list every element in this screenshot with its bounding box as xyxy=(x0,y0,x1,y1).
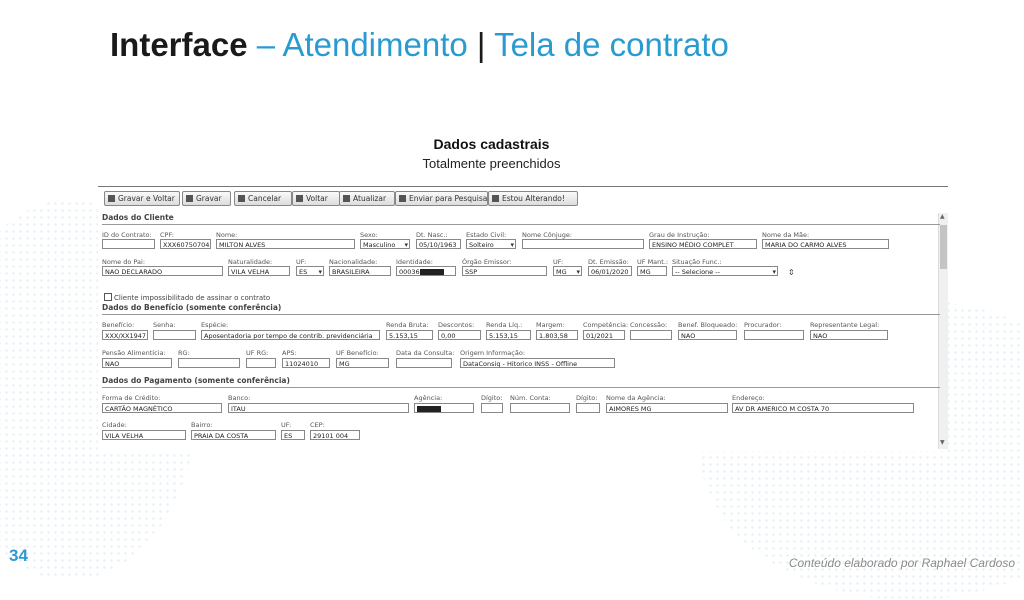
section-dados-pagamento: Dados do Pagamento (somente conferência) xyxy=(102,376,940,388)
benef-bloqueado-field[interactable]: NAO xyxy=(678,330,737,340)
endereco-field[interactable]: AV DR AMERICO M COSTA 70 xyxy=(732,403,914,413)
renda-bruta-field[interactable]: 5.153,15 xyxy=(386,330,433,340)
num-conta-field[interactable] xyxy=(510,403,570,413)
rg-field[interactable] xyxy=(178,358,240,368)
representante-field[interactable]: NAO xyxy=(810,330,888,340)
dt-nasc-field[interactable]: 05/10/1963 xyxy=(416,239,461,249)
renda-liq-field[interactable]: 5.153,15 xyxy=(486,330,531,340)
contract-form-screenshot xyxy=(98,183,948,451)
pensao-field[interactable]: NAO xyxy=(102,358,172,368)
nome-pai-label: Nome do Pai: xyxy=(102,258,146,266)
uf-rg-label: UF RG: xyxy=(246,349,269,357)
title-bold: Interface xyxy=(110,26,248,63)
section-dados-beneficio: Dados do Benefício (somente conferência) xyxy=(102,303,940,315)
orgao-emissor-label: Órgão Emissor: xyxy=(462,258,512,266)
dt-emissao-label: Dt. Emissão: xyxy=(588,258,629,266)
senha-field[interactable] xyxy=(153,330,196,340)
enviar-pesquisa-label: Enviar para Pesquisa xyxy=(409,194,488,203)
atualizar-label: Atualizar xyxy=(353,194,387,203)
impossibilitado-label: Cliente impossibilitado de assinar o contrato xyxy=(114,294,271,302)
estou-alterando-button[interactable] xyxy=(488,191,578,206)
redaction-mask xyxy=(420,269,444,275)
dt-nasc-label: Dt. Nasc.: xyxy=(416,231,448,239)
digito-label: Dígito: xyxy=(481,394,503,402)
page-number: 34 xyxy=(9,546,28,565)
voltar-label: Voltar xyxy=(306,194,328,203)
atualizar-button[interactable] xyxy=(339,191,395,206)
uf-pag-field[interactable]: ES xyxy=(281,430,305,440)
renda-bruta-label: Renda Bruta: xyxy=(386,321,429,329)
nome-conjuge-field[interactable] xyxy=(522,239,644,249)
scroll-up-icon[interactable]: ▲ xyxy=(940,213,945,220)
id-contrato-field[interactable] xyxy=(102,239,155,249)
edit-icon xyxy=(492,195,499,202)
sexo-select[interactable]: Masculino ▾ xyxy=(360,239,410,249)
gravar-button[interactable] xyxy=(182,191,231,206)
cpf-field[interactable]: XXX60750704 xyxy=(160,239,211,249)
uf-beneficio-field[interactable]: MG xyxy=(336,358,389,368)
cancel-icon xyxy=(238,195,245,202)
forma-credito-label: Forma de Crédito: xyxy=(102,394,161,402)
cep-field[interactable]: 29101 004 xyxy=(310,430,360,440)
cancelar-label: Cancelar xyxy=(248,194,282,203)
nome-mae-label: Nome da Mãe: xyxy=(762,231,810,239)
rg-label: RG: xyxy=(178,349,190,357)
grau-instrucao-label: Grau de Instrução: xyxy=(649,231,710,239)
representante-label: Representante Legal: xyxy=(810,321,880,329)
estou-alterando-label: Estou Alterando! xyxy=(502,194,565,203)
origem-field[interactable]: DataConsig - Hitorico INSS - Offline xyxy=(460,358,615,368)
gravar-voltar-label: Gravar e Voltar xyxy=(118,194,175,203)
nome-conjuge-label: Nome Cônjuge: xyxy=(522,231,573,239)
estado-civil-label: Estado Civil: xyxy=(466,231,507,239)
uf2-label: UF: xyxy=(553,258,564,266)
nome-label: Nome: xyxy=(216,231,238,239)
impossibilitado-checkbox[interactable] xyxy=(104,293,270,302)
especie-label: Espécie: xyxy=(201,321,229,329)
renda-liq-label: Renda Líq.: xyxy=(486,321,523,329)
nome-agencia-field[interactable]: AIMORES MG xyxy=(606,403,728,413)
refresh-icon xyxy=(343,195,350,202)
dt-emissao-field[interactable]: 06/01/2020 xyxy=(588,266,632,276)
orgao-emissor-field[interactable]: SSP xyxy=(462,266,547,276)
concessao-field[interactable] xyxy=(630,330,672,340)
origem-label: Origem Informação: xyxy=(460,349,526,357)
agencia-field[interactable] xyxy=(414,403,474,413)
uf-label: UF: xyxy=(296,258,307,266)
nacionalidade-label: Nacionalidade: xyxy=(329,258,378,266)
benef-bloqueado-label: Benef. Bloqueado: xyxy=(678,321,738,329)
section-dados-cliente: Dados do Cliente xyxy=(102,213,940,225)
competencia-label: Competência: xyxy=(583,321,629,329)
digito-field[interactable] xyxy=(481,403,503,413)
situacao-func-label: Situação Func.: xyxy=(672,258,722,266)
concessao-label: Concessão: xyxy=(630,321,668,329)
identidade-label: Identidade: xyxy=(396,258,433,266)
estado-civil-select[interactable]: Solteiro ▾ xyxy=(466,239,516,249)
uf-rg-field[interactable] xyxy=(246,358,276,368)
forma-credito-field[interactable]: CARTÃO MAGNÉTICO xyxy=(102,403,222,413)
nome-pai-field[interactable]: NAO DECLARADO xyxy=(102,266,223,276)
procurador-field[interactable] xyxy=(744,330,804,340)
nacionalidade-field[interactable]: BRASILEIRA xyxy=(329,266,391,276)
banco-label: Banco: xyxy=(228,394,251,402)
sexo-label: Sexo: xyxy=(360,231,378,239)
cep-label: CEP: xyxy=(310,421,325,429)
banco-field[interactable]: ITAU xyxy=(228,403,409,413)
especie-field[interactable]: Aposentadoria por tempo de contrib. previdenciária xyxy=(201,330,380,340)
save-icon xyxy=(108,195,115,202)
title-dash: – xyxy=(247,26,283,63)
situacao-func-select[interactable]: -- Selecione -- ▾ xyxy=(672,266,778,276)
digito2-label: Dígito: xyxy=(576,394,598,402)
checkbox-box[interactable] xyxy=(104,293,112,301)
endereco-label: Endereço: xyxy=(732,394,765,402)
nome-field[interactable]: MILTON ALVES xyxy=(216,239,355,249)
data-consulta-field[interactable] xyxy=(396,358,452,368)
competencia-field[interactable]: 01/2021 xyxy=(583,330,625,340)
data-consulta-label: Data da Consulta: xyxy=(396,349,455,357)
uf-select[interactable]: ES ▾ xyxy=(296,266,324,276)
num-conta-label: Núm. Conta: xyxy=(510,394,551,402)
bairro-label: Bairro: xyxy=(191,421,213,429)
uf2-select[interactable]: MG ▾ xyxy=(553,266,582,276)
agencia-label: Agência: xyxy=(414,394,443,402)
descontos-label: Descontos: xyxy=(438,321,475,329)
voltar-button[interactable] xyxy=(292,191,340,206)
nome-agencia-label: Nome da Agência: xyxy=(606,394,666,402)
save-icon xyxy=(186,195,193,202)
cidade-label: Cidade: xyxy=(102,421,127,429)
form-scrollbar[interactable] xyxy=(938,213,948,449)
naturalidade-field[interactable]: VILA VELHA xyxy=(228,266,290,276)
redaction-mask xyxy=(417,406,441,412)
section-subheading: Totalmente preenchidos xyxy=(422,156,561,171)
margem-field[interactable]: 1.803,58 xyxy=(536,330,578,340)
slide-title xyxy=(110,26,729,64)
beneficio-field[interactable]: XXX/XX1947 xyxy=(102,330,148,340)
naturalidade-label: Naturalidade: xyxy=(228,258,273,266)
title-part2: Tela de contrato xyxy=(494,26,729,63)
margem-label: Margem: xyxy=(536,321,565,329)
identidade-field[interactable] xyxy=(396,266,456,276)
nome-mae-field[interactable]: MARIA DO CARMO ALVES xyxy=(762,239,889,249)
gravar-label: Gravar xyxy=(196,194,222,203)
procurador-label: Procurador: xyxy=(744,321,782,329)
uf-beneficio-label: UF Benefício: xyxy=(336,349,379,357)
cropped-top-edge xyxy=(98,183,948,187)
grau-instrucao-field[interactable]: ENSINO MÉDIO COMPLET xyxy=(649,239,757,249)
digito2-field[interactable] xyxy=(576,403,600,413)
sort-arrows-icon[interactable]: ⇕ xyxy=(788,268,795,277)
aps-field[interactable]: 11024010 xyxy=(282,358,330,368)
cancelar-button[interactable] xyxy=(234,191,292,206)
uf-pag-label: UF: xyxy=(281,421,292,429)
credit-footer: Conteúdo elaborado por Raphael Cardoso xyxy=(788,556,1015,570)
scroll-down-icon[interactable]: ▼ xyxy=(940,439,945,446)
beneficio-label: Benefício: xyxy=(102,321,135,329)
uf-mant-label: UF Mant.: xyxy=(637,258,669,266)
title-separator: | xyxy=(467,26,495,63)
back-arrow-icon xyxy=(296,195,303,202)
enviar-pesquisa-button[interactable] xyxy=(395,191,488,206)
scrollbar-thumb[interactable] xyxy=(940,225,947,269)
send-icon xyxy=(399,195,406,202)
senha-label: Senha: xyxy=(153,321,176,329)
aps-label: APS: xyxy=(282,349,297,357)
cpf-label: CPF: xyxy=(160,231,174,239)
identidade-value: 00036 xyxy=(399,268,420,276)
title-part1: Atendimento xyxy=(282,26,468,63)
id-contrato-label: ID do Contrato: xyxy=(102,231,152,239)
bairro-field[interactable]: PRAIA DA COSTA xyxy=(191,430,276,440)
pensao-label: Pensão Alimentícia: xyxy=(102,349,166,357)
uf-mant-field[interactable]: MG xyxy=(637,266,667,276)
cidade-field[interactable]: VILA VELHA xyxy=(102,430,186,440)
gravar-voltar-button[interactable] xyxy=(104,191,180,206)
descontos-field[interactable]: 0,00 xyxy=(438,330,481,340)
section-heading: Dados cadastrais xyxy=(433,136,550,152)
